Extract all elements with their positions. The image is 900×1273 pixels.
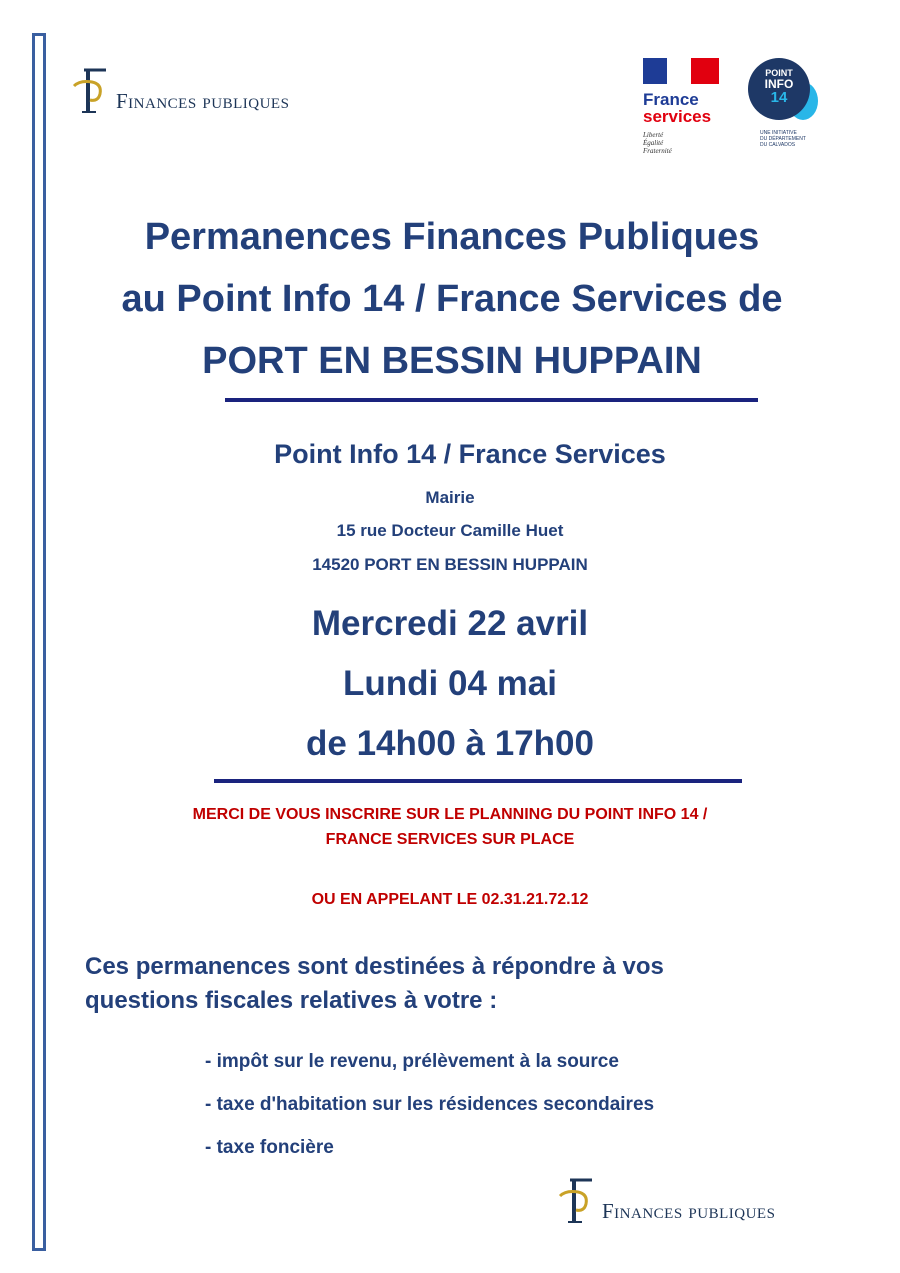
divider-bottom	[214, 779, 742, 783]
list-item: - taxe foncière	[205, 1137, 334, 1158]
venue-name: Point Info 14 / France Services	[274, 439, 666, 469]
fp-wordmark: Finances publiques	[116, 89, 290, 113]
finances-publiques-logo-bottom	[556, 1176, 775, 1226]
republic-motto: Liberté Égalité Fraternité	[643, 131, 672, 155]
speech-bubble-icon: POINT INFO 14	[748, 58, 820, 130]
finances-publiques-logo-top	[70, 66, 289, 116]
fp-monogram-icon	[70, 66, 112, 116]
topic-list	[205, 1040, 654, 1169]
page-title: Permanences Finances Publiques au Point Info 14 / France Services de PORT EN BESSIN HUPPAIN	[121, 216, 783, 382]
point-info-tagline: UNE INITIATIVE DU DÉPARTEMENT DU CALVADOS	[760, 130, 806, 148]
time-range: de 14h00 à 17h00	[306, 724, 594, 763]
date-1: Mercredi 22 avril	[311, 604, 589, 643]
france-services-logo	[643, 58, 723, 155]
phone-notice: OU EN APPELANT LE 02.31.21.72.12	[311, 891, 589, 908]
registration-notice: MERCI DE VOUS INSCRIRE SUR LE PLANNING DU POINT INFO 14 / FRANCE SERVICES SUR PLACE	[192, 806, 708, 848]
date-2: Lundi 04 mai	[343, 664, 557, 703]
point-info-14-logo	[748, 58, 828, 148]
list-item: - impôt sur le revenu, prélèvement à la source	[205, 1051, 619, 1072]
divider-top	[225, 398, 758, 402]
venue-city: 14520 PORT EN BESSIN HUPPAIN	[312, 555, 588, 574]
tricolor-flag-icon	[643, 58, 719, 84]
list-item: - taxe d'habitation sur les résidences secondaires	[205, 1094, 655, 1115]
venue-street: 15 rue Docteur Camille Huet	[336, 521, 564, 540]
fp-monogram-icon	[556, 1176, 598, 1226]
intro-text: Ces permanences sont destinées à répondre à vos questions fiscales relatives à votre :	[85, 953, 664, 1014]
fp-wordmark: Finances publiques	[602, 1199, 776, 1223]
france-services-title: France services	[643, 90, 712, 126]
venue-building: Mairie	[425, 488, 475, 507]
